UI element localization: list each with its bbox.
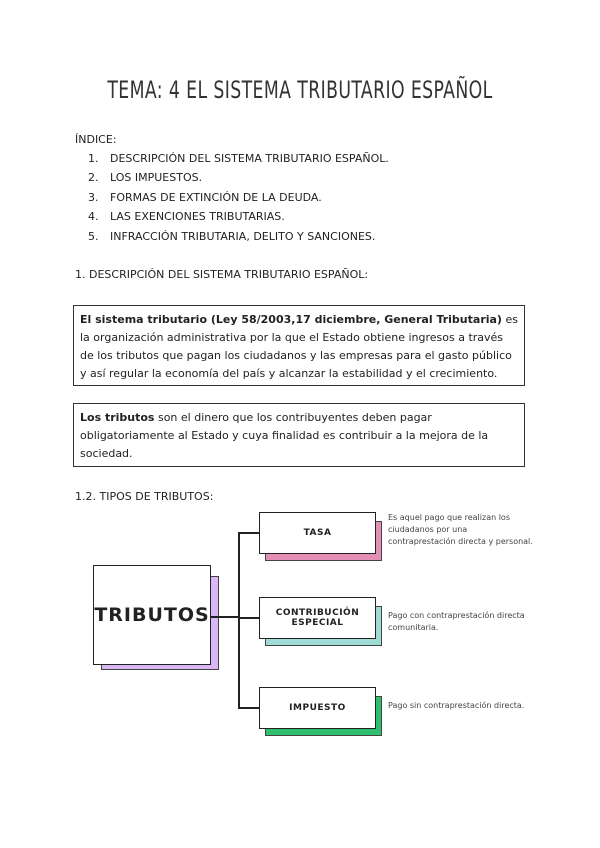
connector <box>238 532 240 708</box>
index-num: 5. <box>88 230 99 243</box>
index-label: FORMAS DE EXTINCIÓN DE LA DEUDA. <box>110 191 322 204</box>
index-item <box>88 210 285 223</box>
type-node-impuesto: IMPUESTO <box>259 687 376 729</box>
type-node-tasa: TASA <box>259 512 376 554</box>
index-label: INFRACCIÓN TRIBUTARIA, DELITO Y SANCIONES. <box>110 230 376 243</box>
index-label: LOS IMPUESTOS. <box>110 171 203 184</box>
section-heading: 1. DESCRIPCIÓN DEL SISTEMA TRIBUTARIO ESPAÑOL: <box>75 268 369 281</box>
type-desc: Pago con contraprestación directa comunitaria. <box>388 611 525 632</box>
index-item <box>88 191 322 204</box>
index-num: 3. <box>88 191 99 204</box>
section-heading: 1.2. TIPOS DE TRIBUTOS: <box>75 490 214 503</box>
type-node-contribucion: CONTRIBUCIÓN ESPECIAL <box>259 597 376 639</box>
definition-term: Los tributos <box>80 411 155 424</box>
connector <box>238 707 260 709</box>
index-num: 4. <box>88 210 99 223</box>
definition-text: son el dinero que los contribuyentes deben pagar obligatoriamente al Estado y cuya finalidad es contribuir a la mejora de la sociedad. <box>80 411 489 460</box>
definition-term: El sistema tributario (Ley 58/2003,17 diciembre, General Tributaria) <box>80 313 502 326</box>
root-node: TRIBUTOS <box>93 565 211 665</box>
definition-box-sistema <box>73 305 525 386</box>
index-item <box>88 230 375 243</box>
index-label: LAS EXENCIONES TRIBUTARIAS. <box>110 210 285 223</box>
connector <box>238 532 260 534</box>
definition-box-tributos <box>73 403 525 467</box>
index-heading: ÍNDICE: <box>75 133 117 146</box>
page-title: TEMA: 4 EL SISTEMA TRIBUTARIO ESPAÑOL <box>107 76 493 104</box>
index-label: DESCRIPCIÓN DEL SISTEMA TRIBUTARIO ESPAÑOL. <box>110 152 389 165</box>
type-desc: Pago sin contraprestación directa. <box>388 701 525 710</box>
index-num: 1. <box>88 152 99 165</box>
index-item <box>88 152 389 165</box>
index-item <box>88 171 202 184</box>
type-desc: Es aquel pago que realizan los ciudadanos por una contraprestación directa y personal. <box>388 513 533 546</box>
index-num: 2. <box>88 171 99 184</box>
connector <box>238 617 260 619</box>
connector <box>211 616 239 618</box>
definition-text: es la organización administrativa por la que el Estado obtiene ingresos a través de los tributos que pagan los ciudadanos y las empresas para el gasto público y así regular la economía del país y alcanzar la estabilidad y el crecimiento. <box>80 313 518 380</box>
